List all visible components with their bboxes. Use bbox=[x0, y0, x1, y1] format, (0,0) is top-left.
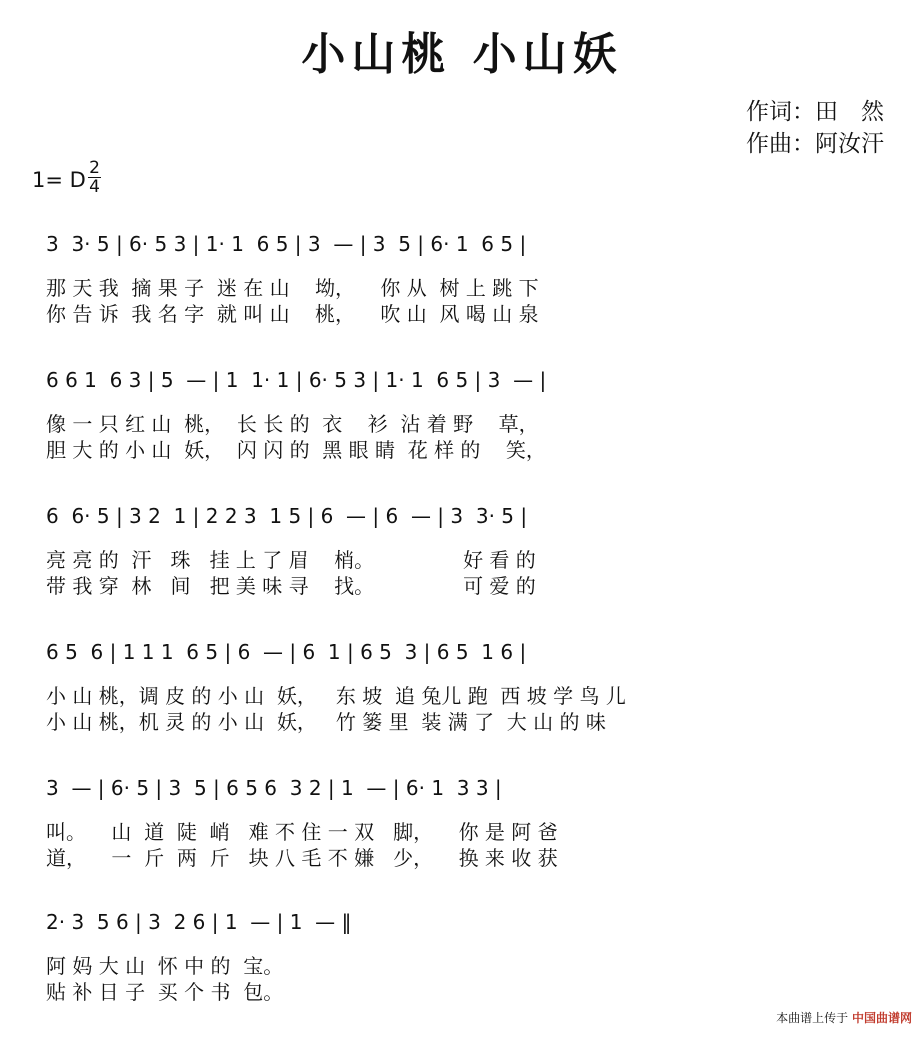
lyrics-verse-1: 叫。 山 道 陡 峭 难 不 住 一 双 脚， 你 是 阿 爸 bbox=[46, 820, 558, 844]
lyrics-verse-2: 贴 补 日 子 买 个 书 包。 bbox=[46, 980, 284, 1004]
score-system-1 bbox=[0, 226, 924, 366]
notes-row: 6 5 6 | 1 1 1 6 5 | 6 — | 6 1 | 6 5 3 | 6 5 1 6 | bbox=[46, 640, 527, 664]
lyrics-verse-2: 小 山 桃，机 灵 的 小 山 妖， 竹 篓 里 装 满 了 大 山 的 味 bbox=[46, 710, 606, 734]
score-system-2 bbox=[0, 362, 924, 502]
key-signature: 1= D bbox=[32, 168, 86, 192]
song-title: 小山桃 小山妖 bbox=[301, 29, 623, 80]
score-system-3 bbox=[0, 498, 924, 638]
lyrics-verse-2: 胆 大 的 小 山 妖， 闪 闪 的 黑 眼 睛 花 样 的 笑， bbox=[46, 438, 546, 462]
lyricist-credit: 作词：田 然 bbox=[746, 99, 884, 125]
site-logo[interactable]: 中国曲谱网 bbox=[851, 1011, 912, 1025]
notes-row: 3 — | 6· 5 | 3 5 | 6 5 6 3 2 | 1 — | 6· 1 3 3 | bbox=[46, 776, 502, 800]
composer-credit: 作曲：阿汝汗 bbox=[746, 131, 884, 157]
time-signature bbox=[88, 160, 101, 195]
upload-footer bbox=[776, 1009, 912, 1026]
notes-row: 6 6 1 6 3 | 5 — | 1 1· 1 | 6· 5 3 | 1· 1 6 5 | 3 — | bbox=[46, 368, 547, 392]
notes-row: 2· 3 5 6 | 3 2 6 | 1 — | 1 — ‖ bbox=[46, 910, 352, 934]
lyrics-verse-2: 带 我 穿 林 间 把 美 味 寻 找。 可 爱 的 bbox=[46, 574, 536, 598]
lyrics-verse-1: 小 山 桃，调 皮 的 小 山 妖， 东 坡 追 兔儿 跑 西 坡 学 鸟 儿 bbox=[46, 684, 626, 708]
time-signature-bottom: 4 bbox=[89, 177, 100, 197]
score-system-4 bbox=[0, 634, 924, 774]
time-signature-top: 2 bbox=[89, 158, 100, 178]
lyrics-verse-1: 那 天 我 摘 果 子 迷 在 山 坳， 你 从 树 上 跳 下 bbox=[46, 276, 539, 300]
lyrics-verse-1: 阿 妈 大 山 怀 中 的 宝。 bbox=[46, 954, 284, 978]
notes-row: 3 3· 5 | 6· 5 3 | 1· 1 6 5 | 3 — | 3 5 | 6· 1 6 5 | bbox=[46, 232, 527, 256]
credits bbox=[746, 96, 884, 160]
footer-text: 本曲谱上传于 bbox=[776, 1011, 849, 1025]
lyrics-verse-1: 像 一 只 红 山 桃， 长 长 的 衣 衫 沾 着 野 草， bbox=[46, 412, 539, 436]
notes-row: 6 6· 5 | 3 2 1 | 2 2 3 1 5 | 6 — | 6 — | 3 3· 5 | bbox=[46, 504, 528, 528]
lyrics-verse-2: 道， 一 斤 两 斤 块 八 毛 不 嫌 少， 换 来 收 获 bbox=[46, 846, 558, 870]
lyrics-verse-2: 你 告 诉 我 名 字 就 叫 山 桃， 吹 山 风 喝 山 泉 bbox=[46, 302, 539, 326]
score-system-5 bbox=[0, 770, 924, 910]
lyrics-verse-1: 亮 亮 的 汗 珠 挂 上 了 眉 梢。 好 看 的 bbox=[46, 548, 536, 572]
